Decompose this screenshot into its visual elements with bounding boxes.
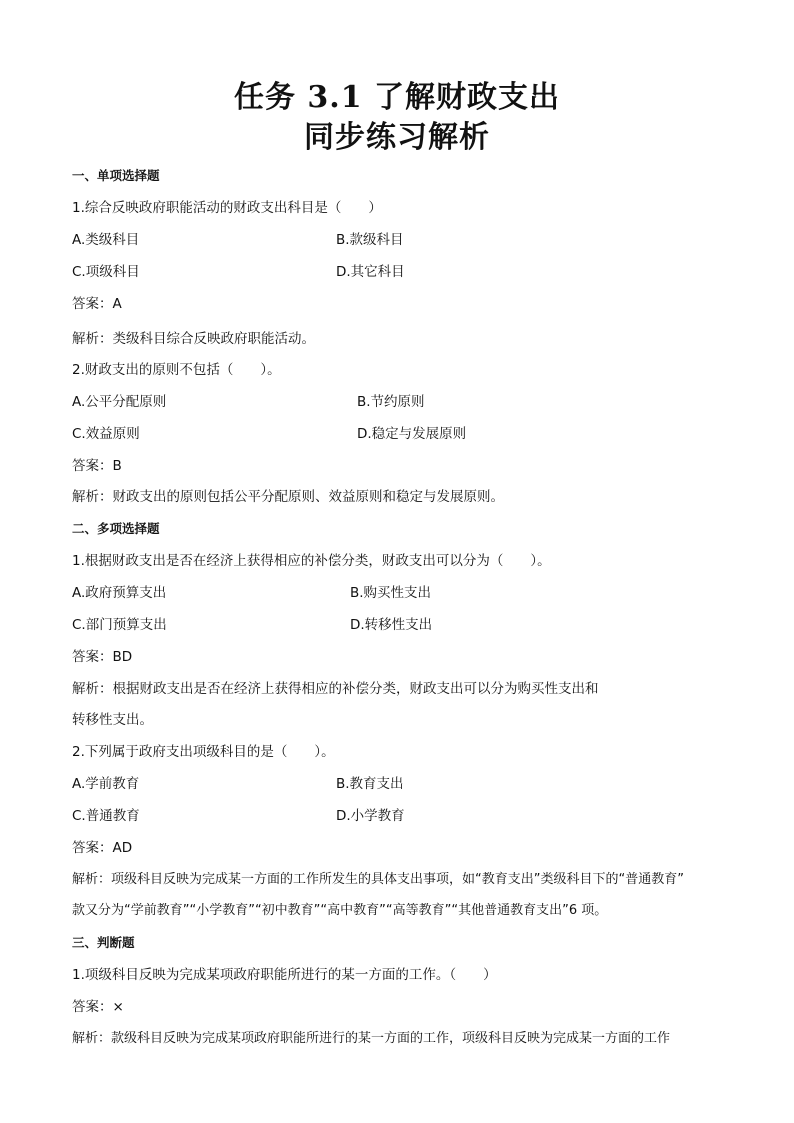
option-a: A.公平分配原则 (72, 394, 167, 410)
answer: 答案：B (72, 458, 122, 474)
option-d: D.其它科目 (336, 264, 405, 280)
option-d: D.转移性支出 (350, 617, 433, 633)
option-d: D.小学教育 (336, 808, 405, 824)
section-heading: 三、判断题 (72, 935, 135, 950)
section-heading: 二、多项选择题 (72, 521, 160, 536)
question-stem: 1.综合反映政府职能活动的财政支出科目是（ ） (72, 200, 382, 216)
option-c: C.普通教育 (72, 808, 140, 824)
question-stem: 2.财政支出的原则不包括（ ）。 (72, 362, 281, 378)
option-a: A.学前教育 (72, 776, 140, 792)
option-a: A.类级科目 (72, 232, 140, 248)
analysis-continued: 转移性支出。 (72, 712, 153, 728)
analysis: 解析：款级科目反映为完成某项政府职能所进行的某一方面的工作，项级科目反映为完成某一方面的工作 (72, 1031, 671, 1046)
option-c: C.效益原则 (72, 426, 140, 442)
option-a: A.政府预算支出 (72, 585, 167, 601)
document-subtitle: 同步练习解析 (304, 120, 490, 155)
document-title: 任务 3.1 了解财政支出 (233, 80, 561, 115)
answer: 答案：× (72, 999, 124, 1015)
option-b: B.款级科目 (336, 232, 404, 248)
question-stem: 1.项级科目反映为完成某项政府职能所进行的某一方面的工作。（ ） (72, 967, 497, 983)
option-c: C.项级科目 (72, 264, 140, 280)
question-stem: 2.下列属于政府支出项级科目的是（ ）。 (72, 744, 335, 760)
analysis: 解析：类级科目综合反映政府职能活动。 (72, 331, 315, 347)
analysis: 解析：财政支出的原则包括公平分配原则、效益原则和稳定与发展原则。 (72, 489, 504, 505)
option-b: B.节约原则 (357, 394, 425, 410)
option-d: D.稳定与发展原则 (357, 426, 467, 442)
analysis: 解析：项级科目反映为完成某一方面的工作所发生的具体支出事项，如“教育支出”类级科目下的“普通教育” (72, 872, 684, 887)
analysis-continued: 款又分为“学前教育”“小学教育”“初中教育”“高中教育”“高等教育”“其他普通教育支出”6 项。 (72, 903, 608, 918)
answer: 答案：AD (72, 840, 133, 856)
option-b: B.教育支出 (336, 776, 404, 792)
option-c: C.部门预算支出 (72, 617, 167, 633)
answer: 答案：BD (72, 649, 133, 665)
analysis: 解析：根据财政支出是否在经济上获得相应的补偿分类，财政支出可以分为购买性支出和 (72, 681, 599, 697)
question-stem: 1.根据财政支出是否在经济上获得相应的补偿分类，财政支出可以分为（ ）。 (72, 553, 551, 569)
answer: 答案：A (72, 296, 122, 312)
section-heading: 一、单项选择题 (72, 168, 160, 183)
option-b: B.购买性支出 (350, 585, 432, 601)
